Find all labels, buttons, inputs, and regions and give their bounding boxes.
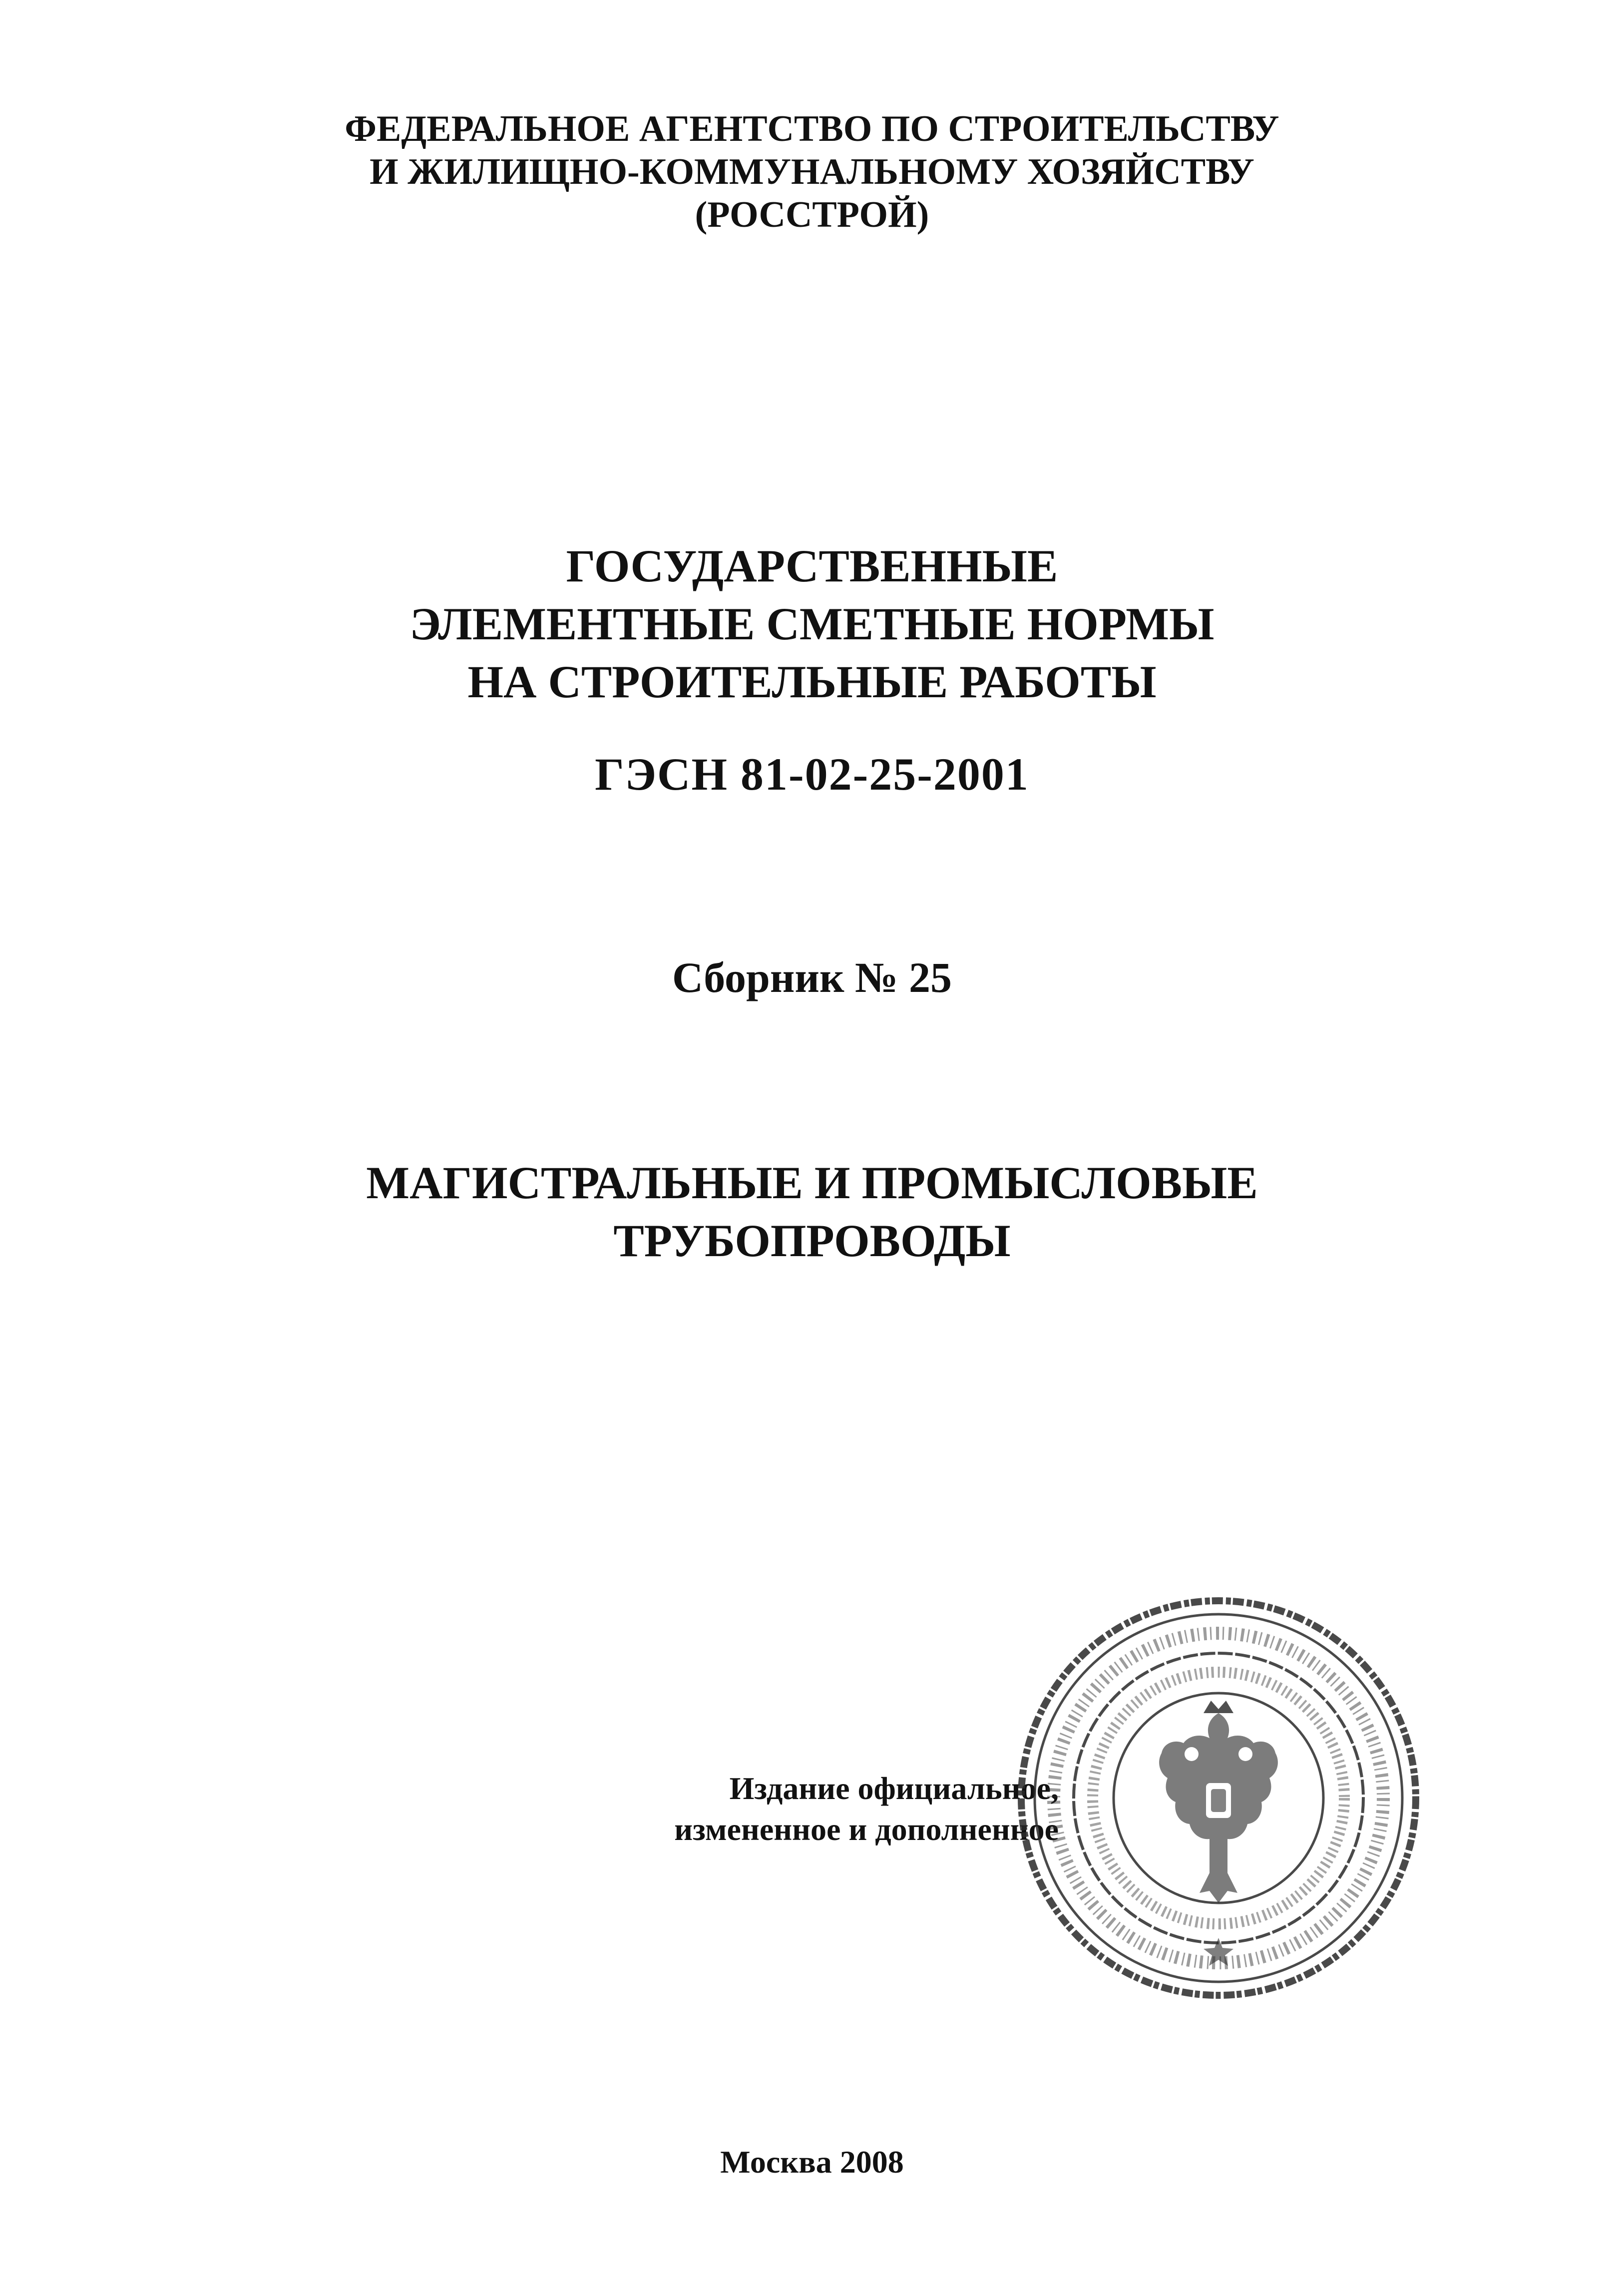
agency-line-2: И ЖИЛИЩНО-КОММУНАЛЬНОМУ ХОЗЯЙСТВУ — [370, 151, 1254, 192]
collection-number: Сборник № 25 — [672, 953, 952, 1001]
title-line-2: ЭЛЕМЕНТНЫЕ СМЕТНЫЕ НОРМЫ — [409, 598, 1215, 649]
edition-note — [589, 1768, 1059, 1850]
edition-line-1: Издание официальное, — [729, 1771, 1059, 1806]
title-line-3: НА СТРОИТЕЛЬНЫЕ РАБОТЫ — [467, 656, 1157, 707]
subject-line-2: ТРУБОПРОВОДЫ — [613, 1215, 1011, 1266]
publication-place-year: Москва 2008 — [720, 2144, 904, 2180]
double-headed-eagle-icon — [1159, 1701, 1278, 1903]
title-line-1: ГОСУДАРСТВЕННЫЕ — [566, 540, 1058, 591]
document-title — [0, 537, 1624, 711]
agency-line-1: ФЕДЕРАЛЬНОЕ АГЕНТСТВО ПО СТРОИТЕЛЬСТВУ — [345, 108, 1279, 149]
agency-header — [0, 107, 1624, 236]
official-seal-icon — [1014, 1593, 1423, 2003]
collection-subject — [0, 1154, 1624, 1270]
seal-graphic — [1014, 1593, 1423, 2003]
agency-line-3: (РОССТРОЙ) — [695, 194, 929, 235]
subject-line-1: МАГИСТРАЛЬНЫЕ И ПРОМЫСЛОВЫЕ — [366, 1157, 1258, 1208]
document-code: ГЭСН 81-02-25-2001 — [595, 749, 1029, 800]
edition-line-2: измененное и дополненное — [674, 1812, 1059, 1847]
